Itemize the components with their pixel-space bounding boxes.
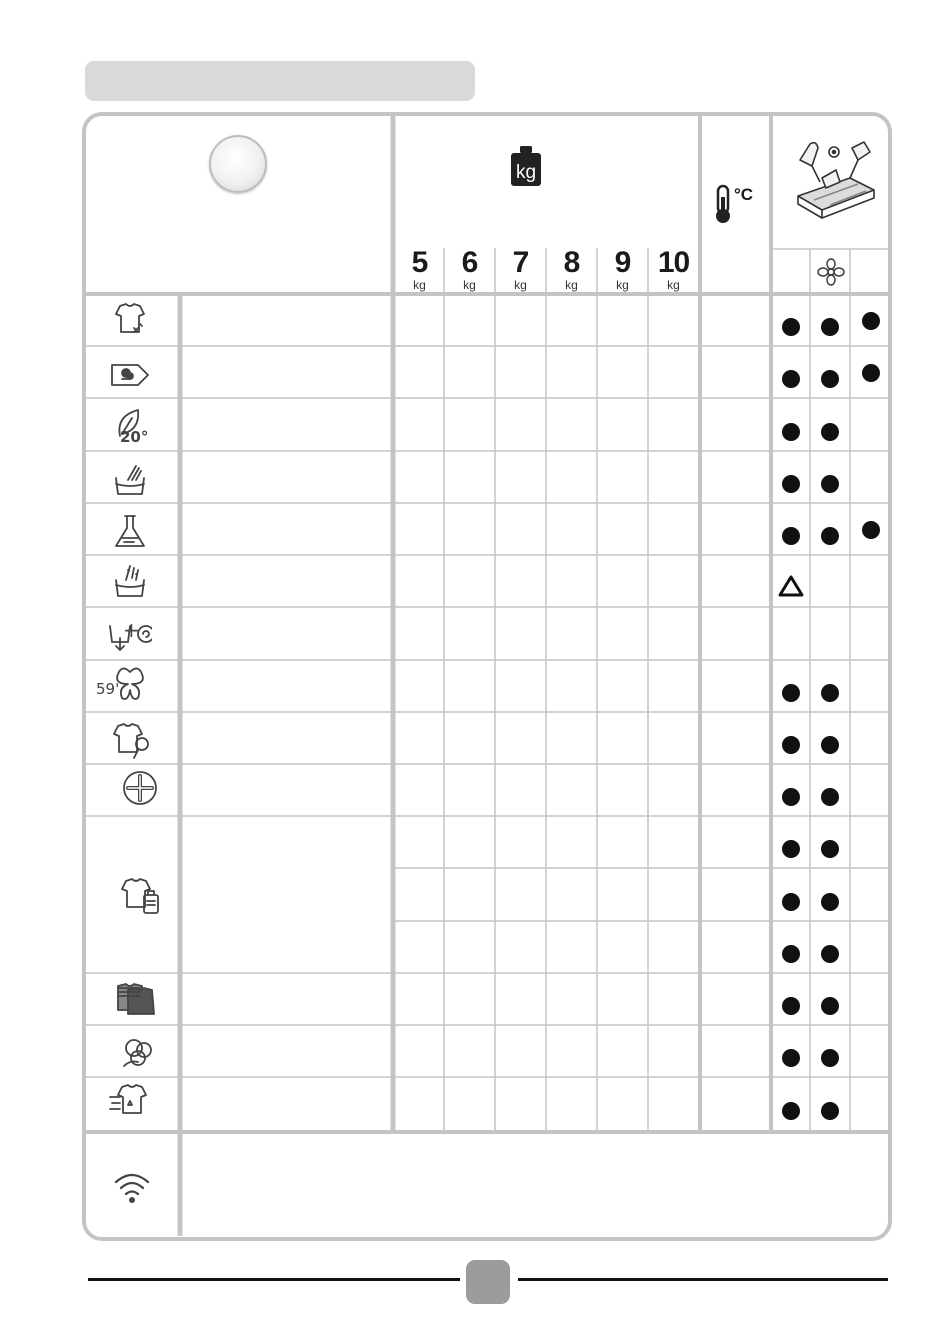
detergent-dot — [782, 475, 800, 493]
load-capacity-value: 10 — [657, 246, 690, 279]
programme-icon-label: 20° — [120, 428, 149, 446]
detergent-dot — [782, 945, 800, 963]
load-capacity-header — [648, 248, 699, 291]
load-capacity-unit: kg — [667, 278, 680, 292]
detergent-dot — [862, 312, 880, 330]
cotton-label-icon — [108, 353, 152, 397]
detergent-dot — [782, 318, 800, 336]
load-capacity-value: 8 — [563, 246, 580, 279]
load-capacity-unit: kg — [463, 278, 476, 292]
detergent-dot — [782, 736, 800, 754]
load-capacity-unit: kg — [514, 278, 527, 292]
footer-rule-right — [518, 1278, 888, 1281]
detergent-dot — [782, 370, 800, 388]
load-capacity-header — [394, 248, 445, 291]
kg-weight-icon — [510, 145, 542, 187]
detergent-dot — [821, 1049, 839, 1067]
detergent-dot — [782, 1049, 800, 1067]
warning-triangle-icon — [778, 575, 804, 597]
detergent-dot — [821, 1102, 839, 1120]
drain-spin-icon — [108, 612, 152, 656]
detergent-dot — [821, 997, 839, 1015]
detergent-dot — [821, 840, 839, 858]
detergent-dot — [821, 370, 839, 388]
detergent-dot — [821, 684, 839, 702]
detergent-dot — [782, 684, 800, 702]
programme-icon-label: + — [123, 618, 140, 642]
detergent-dot — [862, 521, 880, 539]
detergent-dot — [782, 527, 800, 545]
stain-shirt-icon — [108, 298, 152, 342]
detergent-dot — [821, 318, 839, 336]
load-capacity-unit: kg — [413, 278, 426, 292]
shirt-steam-icon — [110, 718, 154, 762]
load-capacity-value: 9 — [614, 246, 631, 279]
kg-badge-label: kg — [515, 162, 537, 183]
programme-icon-label: 59' — [96, 680, 120, 698]
load-capacity-header — [597, 248, 648, 291]
detergent-dot — [821, 945, 839, 963]
leaf-20-icon — [110, 406, 154, 450]
hygiene-cross-icon — [118, 766, 162, 810]
detergent-dot — [782, 840, 800, 858]
detergent-dot — [821, 736, 839, 754]
detergent-dot — [821, 475, 839, 493]
detergent-dot — [821, 527, 839, 545]
cotton-flower-icon — [116, 1030, 160, 1074]
load-capacity-value: 5 — [411, 246, 428, 279]
detergent-dot — [821, 893, 839, 911]
footer-rule-left — [88, 1278, 460, 1281]
detergent-dot — [821, 788, 839, 806]
detergent-dot — [782, 1102, 800, 1120]
detergent-dot — [782, 788, 800, 806]
detergent-dot — [782, 423, 800, 441]
load-capacity-header — [444, 248, 495, 291]
hand-wash-icon — [108, 458, 152, 502]
load-capacity-unit: kg — [565, 278, 578, 292]
detergent-dot — [782, 893, 800, 911]
detergent-dot — [862, 364, 880, 382]
load-capacity-value: 6 — [461, 246, 478, 279]
rinse-tub-icon — [108, 560, 152, 604]
load-capacity-header — [546, 248, 597, 291]
flask-icon — [108, 510, 152, 554]
load-capacity-value: 7 — [512, 246, 529, 279]
program-dial-icon — [209, 135, 267, 193]
mixed-colours-icon — [114, 976, 158, 1020]
temperature-unit: °C — [734, 185, 754, 204]
shirt-bottle-icon — [120, 873, 164, 917]
rapid-shirt-icon — [108, 1079, 152, 1123]
detergent-drawer-icon — [790, 138, 876, 228]
load-capacity-header — [495, 248, 546, 291]
detergent-dot — [782, 997, 800, 1015]
load-capacity-unit: kg — [616, 278, 629, 292]
wifi-icon — [112, 1170, 152, 1204]
detergent-dot — [821, 423, 839, 441]
butterfly-59-icon — [96, 664, 152, 708]
page-number-tab — [466, 1260, 510, 1304]
thermometer-icon — [714, 183, 764, 225]
flower-softener-icon — [817, 258, 845, 286]
